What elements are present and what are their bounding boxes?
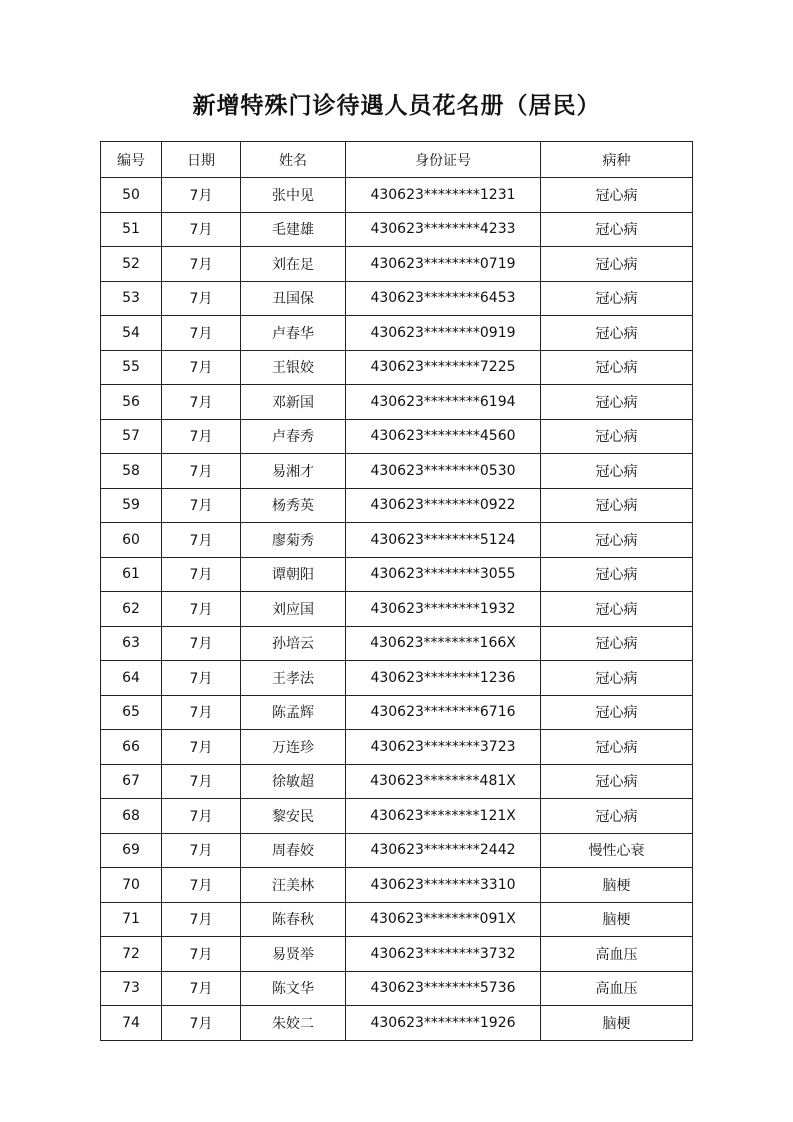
cell-disease: 冠心病	[541, 488, 693, 523]
cell-id-number: 430623********166X	[346, 626, 541, 661]
table-row	[101, 523, 693, 558]
cell-number: 70	[101, 868, 162, 903]
cell-number: 54	[101, 316, 162, 351]
cell-number: 51	[101, 212, 162, 247]
cell-number: 72	[101, 937, 162, 972]
cell-disease: 冠心病	[541, 799, 693, 834]
cell-id-number: 430623********0530	[346, 454, 541, 489]
table-row	[101, 764, 693, 799]
cell-name: 陈文华	[241, 971, 346, 1006]
table-row	[101, 833, 693, 868]
cell-name: 汪美林	[241, 868, 346, 903]
cell-date: 7月	[162, 385, 241, 420]
cell-name: 陈春秋	[241, 902, 346, 937]
cell-disease: 冠心病	[541, 316, 693, 351]
cell-number: 68	[101, 799, 162, 834]
table-row	[101, 419, 693, 454]
cell-number: 58	[101, 454, 162, 489]
cell-name: 易贤举	[241, 937, 346, 972]
cell-date: 7月	[162, 350, 241, 385]
cell-date: 7月	[162, 523, 241, 558]
table-row	[101, 902, 693, 937]
header-number: 编号	[101, 142, 162, 178]
table-row	[101, 971, 693, 1006]
cell-date: 7月	[162, 695, 241, 730]
cell-date: 7月	[162, 730, 241, 765]
cell-disease: 冠心病	[541, 212, 693, 247]
cell-disease: 脑梗	[541, 868, 693, 903]
roster-table	[100, 141, 693, 1041]
header-name: 姓名	[241, 142, 346, 178]
table-row	[101, 557, 693, 592]
cell-name: 张中见	[241, 178, 346, 213]
cell-name: 卢春秀	[241, 419, 346, 454]
cell-name: 刘应国	[241, 592, 346, 627]
cell-number: 64	[101, 661, 162, 696]
cell-date: 7月	[162, 592, 241, 627]
cell-id-number: 430623********6453	[346, 281, 541, 316]
cell-disease: 冠心病	[541, 178, 693, 213]
cell-number: 55	[101, 350, 162, 385]
cell-name: 王银姣	[241, 350, 346, 385]
cell-id-number: 430623********1932	[346, 592, 541, 627]
cell-name: 陈孟辉	[241, 695, 346, 730]
cell-number: 61	[101, 557, 162, 592]
table-row	[101, 281, 693, 316]
cell-disease: 高血压	[541, 971, 693, 1006]
table-row	[101, 178, 693, 213]
cell-name: 孙培云	[241, 626, 346, 661]
cell-number: 59	[101, 488, 162, 523]
cell-number: 53	[101, 281, 162, 316]
cell-id-number: 430623********0719	[346, 247, 541, 282]
cell-disease: 冠心病	[541, 557, 693, 592]
cell-id-number: 430623********091X	[346, 902, 541, 937]
table-row	[101, 592, 693, 627]
cell-id-number: 430623********3310	[346, 868, 541, 903]
cell-date: 7月	[162, 488, 241, 523]
cell-date: 7月	[162, 661, 241, 696]
cell-disease: 冠心病	[541, 247, 693, 282]
cell-number: 56	[101, 385, 162, 420]
cell-date: 7月	[162, 868, 241, 903]
cell-date: 7月	[162, 971, 241, 1006]
table-header-row	[101, 142, 693, 178]
cell-id-number: 430623********6194	[346, 385, 541, 420]
cell-disease: 高血压	[541, 937, 693, 972]
cell-id-number: 430623********5124	[346, 523, 541, 558]
cell-disease: 冠心病	[541, 350, 693, 385]
table-row	[101, 247, 693, 282]
cell-name: 周春姣	[241, 833, 346, 868]
cell-id-number: 430623********0922	[346, 488, 541, 523]
cell-date: 7月	[162, 626, 241, 661]
cell-name: 万连珍	[241, 730, 346, 765]
table-row	[101, 385, 693, 420]
cell-date: 7月	[162, 316, 241, 351]
cell-number: 52	[101, 247, 162, 282]
cell-id-number: 430623********2442	[346, 833, 541, 868]
cell-disease: 冠心病	[541, 454, 693, 489]
cell-date: 7月	[162, 247, 241, 282]
cell-disease: 慢性心衰	[541, 833, 693, 868]
cell-name: 谭朝阳	[241, 557, 346, 592]
cell-date: 7月	[162, 212, 241, 247]
table-row	[101, 212, 693, 247]
cell-disease: 冠心病	[541, 419, 693, 454]
cell-name: 卢春华	[241, 316, 346, 351]
table-row	[101, 661, 693, 696]
cell-date: 7月	[162, 1006, 241, 1041]
header-disease: 病种	[541, 142, 693, 178]
cell-name: 王孝法	[241, 661, 346, 696]
cell-number: 57	[101, 419, 162, 454]
cell-date: 7月	[162, 799, 241, 834]
cell-name: 黎安民	[241, 799, 346, 834]
cell-name: 杨秀英	[241, 488, 346, 523]
cell-date: 7月	[162, 937, 241, 972]
page-title: 新增特殊门诊待遇人员花名册（居民）	[192, 92, 601, 119]
cell-id-number: 430623********1236	[346, 661, 541, 696]
cell-disease: 冠心病	[541, 592, 693, 627]
cell-disease: 冠心病	[541, 730, 693, 765]
cell-disease: 冠心病	[541, 281, 693, 316]
cell-number: 74	[101, 1006, 162, 1041]
cell-date: 7月	[162, 902, 241, 937]
table-row	[101, 454, 693, 489]
cell-number: 63	[101, 626, 162, 661]
cell-number: 50	[101, 178, 162, 213]
cell-number: 67	[101, 764, 162, 799]
cell-id-number: 430623********7225	[346, 350, 541, 385]
cell-number: 71	[101, 902, 162, 937]
cell-name: 毛建雄	[241, 212, 346, 247]
cell-name: 朱姣二	[241, 1006, 346, 1041]
cell-name: 徐敏超	[241, 764, 346, 799]
table-body	[101, 178, 693, 1041]
cell-id-number: 430623********4233	[346, 212, 541, 247]
table-row	[101, 799, 693, 834]
cell-number: 60	[101, 523, 162, 558]
table-row	[101, 316, 693, 351]
cell-date: 7月	[162, 557, 241, 592]
cell-number: 62	[101, 592, 162, 627]
cell-number: 66	[101, 730, 162, 765]
cell-number: 73	[101, 971, 162, 1006]
cell-name: 丑国保	[241, 281, 346, 316]
table-row	[101, 350, 693, 385]
cell-date: 7月	[162, 764, 241, 799]
cell-disease: 脑梗	[541, 902, 693, 937]
cell-id-number: 430623********1231	[346, 178, 541, 213]
cell-name: 廖菊秀	[241, 523, 346, 558]
cell-name: 刘在足	[241, 247, 346, 282]
cell-disease: 冠心病	[541, 523, 693, 558]
cell-date: 7月	[162, 454, 241, 489]
header-id-number: 身份证号	[346, 142, 541, 178]
table-row	[101, 937, 693, 972]
table-row	[101, 1006, 693, 1041]
table-row	[101, 868, 693, 903]
cell-date: 7月	[162, 419, 241, 454]
cell-id-number: 430623********3055	[346, 557, 541, 592]
cell-name: 易湘才	[241, 454, 346, 489]
cell-date: 7月	[162, 281, 241, 316]
cell-id-number: 430623********3723	[346, 730, 541, 765]
table-row	[101, 730, 693, 765]
table-row	[101, 488, 693, 523]
table-row	[101, 695, 693, 730]
cell-date: 7月	[162, 833, 241, 868]
cell-id-number: 430623********6716	[346, 695, 541, 730]
cell-id-number: 430623********5736	[346, 971, 541, 1006]
cell-id-number: 430623********0919	[346, 316, 541, 351]
cell-id-number: 430623********3732	[346, 937, 541, 972]
cell-id-number: 430623********4560	[346, 419, 541, 454]
cell-disease: 冠心病	[541, 764, 693, 799]
cell-disease: 冠心病	[541, 626, 693, 661]
cell-disease: 冠心病	[541, 661, 693, 696]
cell-name: 邓新国	[241, 385, 346, 420]
header-date: 日期	[162, 142, 241, 178]
cell-number: 69	[101, 833, 162, 868]
cell-disease: 冠心病	[541, 385, 693, 420]
cell-date: 7月	[162, 178, 241, 213]
cell-id-number: 430623********121X	[346, 799, 541, 834]
table-row	[101, 626, 693, 661]
cell-disease: 冠心病	[541, 695, 693, 730]
cell-id-number: 430623********1926	[346, 1006, 541, 1041]
cell-disease: 脑梗	[541, 1006, 693, 1041]
cell-id-number: 430623********481X	[346, 764, 541, 799]
cell-number: 65	[101, 695, 162, 730]
